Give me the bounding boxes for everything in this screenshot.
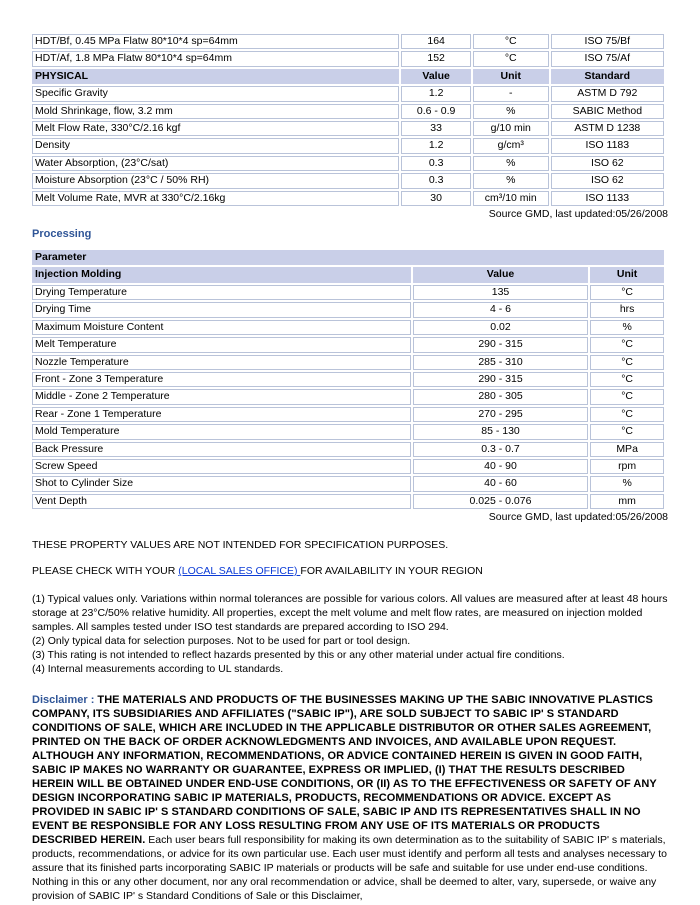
footnote: (3) This rating is not intended to reflect hazards presented by this or any other material under actual fire conditions. [32, 649, 565, 662]
parameter-name: Front - Zone 3 Temperature [32, 372, 411, 387]
parameter-value: 290 - 315 [413, 337, 588, 352]
property-name: Density [32, 138, 399, 153]
parameter-name: Rear - Zone 1 Temperature [32, 407, 411, 422]
source-note: Source GMD, last updated:05/26/2008 [488, 208, 668, 221]
property-name: Melt Flow Rate, 330°C/2.16 kgf [32, 121, 399, 136]
property-standard: ISO 62 [551, 173, 664, 188]
property-standard: SABIC Method [551, 104, 664, 119]
property-unit: °C [473, 51, 549, 66]
table-row [32, 355, 664, 370]
property-value: 0.3 [401, 156, 471, 171]
parameter-name: Screw Speed [32, 459, 411, 474]
properties-table [30, 32, 666, 208]
parameter-value: 290 - 315 [413, 372, 588, 387]
specification-notice: THESE PROPERTY VALUES ARE NOT INTENDED FOR SPECIFICATION PURPOSES. [32, 539, 449, 552]
table-row [32, 372, 664, 387]
footnote: (2) Only typical data for selection purposes. Not to be used for part or tool design. [32, 635, 411, 648]
table-row [32, 407, 664, 422]
datasheet [32, 32, 668, 903]
parameter-unit: °C [590, 389, 664, 404]
parameter-value: 280 - 305 [413, 389, 588, 404]
sales-office-notice [32, 564, 668, 578]
processing-table [30, 248, 666, 511]
table-row [32, 424, 664, 439]
footnotes [32, 592, 668, 676]
column-header-unit: Unit [590, 267, 664, 282]
local-sales-office-link[interactable]: (LOCAL SALES OFFICE) [178, 565, 301, 578]
property-name: HDT/Af, 1.8 MPa Flatw 80*10*4 sp=64mm [32, 51, 399, 66]
parameter-name: Shot to Cylinder Size [32, 476, 411, 491]
parameter-header-row [32, 250, 664, 265]
parameter-value: 40 - 90 [413, 459, 588, 474]
parameter-name: Nozzle Temperature [32, 355, 411, 370]
property-unit: cm³/10 min [473, 191, 549, 206]
notice-text: FOR AVAILABILITY IN YOUR REGION [300, 565, 483, 578]
parameter-value: 270 - 295 [413, 407, 588, 422]
parameter-name: Drying Time [32, 302, 411, 317]
parameter-unit: mm [590, 494, 664, 509]
table-row [32, 389, 664, 404]
parameter-unit: rpm [590, 459, 664, 474]
parameter-unit: °C [590, 372, 664, 387]
table-row [32, 121, 664, 136]
parameter-unit: % [590, 320, 664, 335]
property-value: 1.2 [401, 86, 471, 101]
disclaimer-bold-text: THE MATERIALS AND PRODUCTS OF THE BUSINESSES MAKING UP THE SABIC INNOVATIVE PLASTICS COMPANY, ITS SUBSIDIARIES AND AFFILIATES ("SABIC IP"), ARE SOLD SUBJECT TO SABIC IP' S STANDARD CONDITIONS OF SALE, WHICH ARE INCLUDED IN THE APPLICABLE DISTRIBUTOR OR OTHER SALES AGREEMENT, PRINTED ON THE BACK OF ORDER ACKNOWLEDGMENTS AND INVOICES, AND AVAILABLE UPON REQUEST. ALTHOUGH ANY INFORMATION, RECOMMENDATIONS, OR ADVICE CONTAINED HEREIN IS GIVEN IN GOOD FAITH, SABIC IP MAKES NO WARRANTY OR GUARANTEE, EXPRESS OR IMPLIED, (I) THAT THE RESULTS DESCRIBED HEREIN WILL BE OBTAINED UNDER END-USE CONDITIONS, OR (II) AS TO THE EFFECTIVENESS OR SAFETY OF ANY DESIGN INCORPORATING SABIC IP MATERIALS, PRODUCTS, RECOMMENDATIONS OR ADVICE. EXCEPT AS PROVIDED IN SABIC IP' S STANDARD CONDITIONS OF SALE, SABIC IP AND ITS REPRESENTATIVES SHALL IN NO EVENT BE RESPONSIBLE FOR ANY LOSS RESULTING FROM ANY USE OF ITS MATERIALS OR PRODUCTS DESCRIBED HEREIN. [32, 694, 657, 847]
parameter-name: Mold Temperature [32, 424, 411, 439]
parameter-unit: °C [590, 355, 664, 370]
parameter-unit: °C [590, 337, 664, 352]
disclaimer-text: Each user bears full responsibility for making its own determination as to the suitability of SABIC IP' s materials, products, recommendations, or advice for its own particular use. Each user must identify and perform all tests and analyses necessary to assure that its finished parts incorporating SABIC IP materials or products will be safe and suitable for use under end-use conditions. Nothing in this or any other document, nor any oral recommendation or advice, shall be deemed to alter, vary, supersede, or waive any provision of SABIC IP' s Standard Conditions of Sale or this Disclaimer, [32, 834, 667, 903]
column-header-standard: Standard [551, 69, 664, 84]
parameter-name: Drying Temperature [32, 285, 411, 300]
property-unit: % [473, 156, 549, 171]
footnote: (1) Typical values only. Variations within normal tolerances are possible for various colors. All values are measured after at least 48 hours storage at 23°C/50% relative humidity. All properties, except the melt volume and melt flow rates, are measured on injection molded samples. All samples tested under ISO test standards are prepared according to ISO 294. [32, 593, 668, 634]
physical-header-row [32, 69, 664, 84]
parameter-unit: % [590, 476, 664, 491]
property-name: Mold Shrinkage, flow, 3.2 mm [32, 104, 399, 119]
property-standard: ASTM D 792 [551, 86, 664, 101]
property-value: 0.6 - 0.9 [401, 104, 471, 119]
table-row [32, 191, 664, 206]
property-name: Water Absorption, (23°C/sat) [32, 156, 399, 171]
property-value: 164 [401, 34, 471, 49]
property-name: Specific Gravity [32, 86, 399, 101]
property-unit: °C [473, 34, 549, 49]
table-row [32, 494, 664, 509]
property-value: 0.3 [401, 173, 471, 188]
column-header-unit: Unit [473, 69, 549, 84]
table-row [32, 104, 664, 119]
parameter-value: 135 [413, 285, 588, 300]
parameter-unit: °C [590, 424, 664, 439]
table-row [32, 302, 664, 317]
parameter-name: Vent Depth [32, 494, 411, 509]
footnote: (4) Internal measurements according to UL standards. [32, 663, 284, 676]
parameter-name: Melt Temperature [32, 337, 411, 352]
injection-molding-header-row [32, 267, 664, 282]
parameter-value: 0.3 - 0.7 [413, 442, 588, 457]
table-row [32, 459, 664, 474]
column-header-value: Value [401, 69, 471, 84]
property-standard: ISO 1183 [551, 138, 664, 153]
property-unit: g/10 min [473, 121, 549, 136]
property-standard: ISO 75/Af [551, 51, 664, 66]
property-value: 33 [401, 121, 471, 136]
parameter-name: Back Pressure [32, 442, 411, 457]
disclaimer-label: Disclaimer : [32, 694, 98, 707]
table-row [32, 156, 664, 171]
table-row [32, 51, 664, 66]
property-value: 30 [401, 191, 471, 206]
parameter-unit: hrs [590, 302, 664, 317]
parameter-name: Maximum Moisture Content [32, 320, 411, 335]
property-standard: ISO 1133 [551, 191, 664, 206]
column-header-value: Value [413, 267, 588, 282]
property-name: Melt Volume Rate, MVR at 330°C/2.16kg [32, 191, 399, 206]
disclaimer [32, 693, 668, 903]
property-unit: % [473, 104, 549, 119]
table-row [32, 86, 664, 101]
parameter-value: 285 - 310 [413, 355, 588, 370]
property-value: 152 [401, 51, 471, 66]
property-unit: - [473, 86, 549, 101]
parameter-name: Middle - Zone 2 Temperature [32, 389, 411, 404]
parameter-unit: MPa [590, 442, 664, 457]
source-note: Source GMD, last updated:05/26/2008 [488, 511, 668, 524]
table-row [32, 337, 664, 352]
notice-text: PLEASE CHECK WITH YOUR [32, 565, 179, 578]
parameter-value: 0.025 - 0.076 [413, 494, 588, 509]
property-unit: g/cm³ [473, 138, 549, 153]
parameter-heading: Parameter [32, 250, 664, 265]
property-standard: ISO 62 [551, 156, 664, 171]
parameter-value: 85 - 130 [413, 424, 588, 439]
property-standard: ISO 75/Bf [551, 34, 664, 49]
processing-section-title: Processing [32, 228, 92, 241]
property-unit: % [473, 173, 549, 188]
property-name: HDT/Bf, 0.45 MPa Flatw 80*10*4 sp=64mm [32, 34, 399, 49]
physical-section-heading: PHYSICAL [32, 69, 399, 84]
table-row [32, 285, 664, 300]
property-standard: ASTM D 1238 [551, 121, 664, 136]
parameter-unit: °C [590, 407, 664, 422]
table-row [32, 476, 664, 491]
table-row [32, 320, 664, 335]
parameter-value: 40 - 60 [413, 476, 588, 491]
injection-molding-heading: Injection Molding [32, 267, 411, 282]
property-value: 1.2 [401, 138, 471, 153]
table-row [32, 34, 664, 49]
table-row [32, 138, 664, 153]
table-row [32, 442, 664, 457]
property-name: Moisture Absorption (23°C / 50% RH) [32, 173, 399, 188]
parameter-value: 4 - 6 [413, 302, 588, 317]
table-row [32, 173, 664, 188]
parameter-unit: °C [590, 285, 664, 300]
parameter-value: 0.02 [413, 320, 588, 335]
